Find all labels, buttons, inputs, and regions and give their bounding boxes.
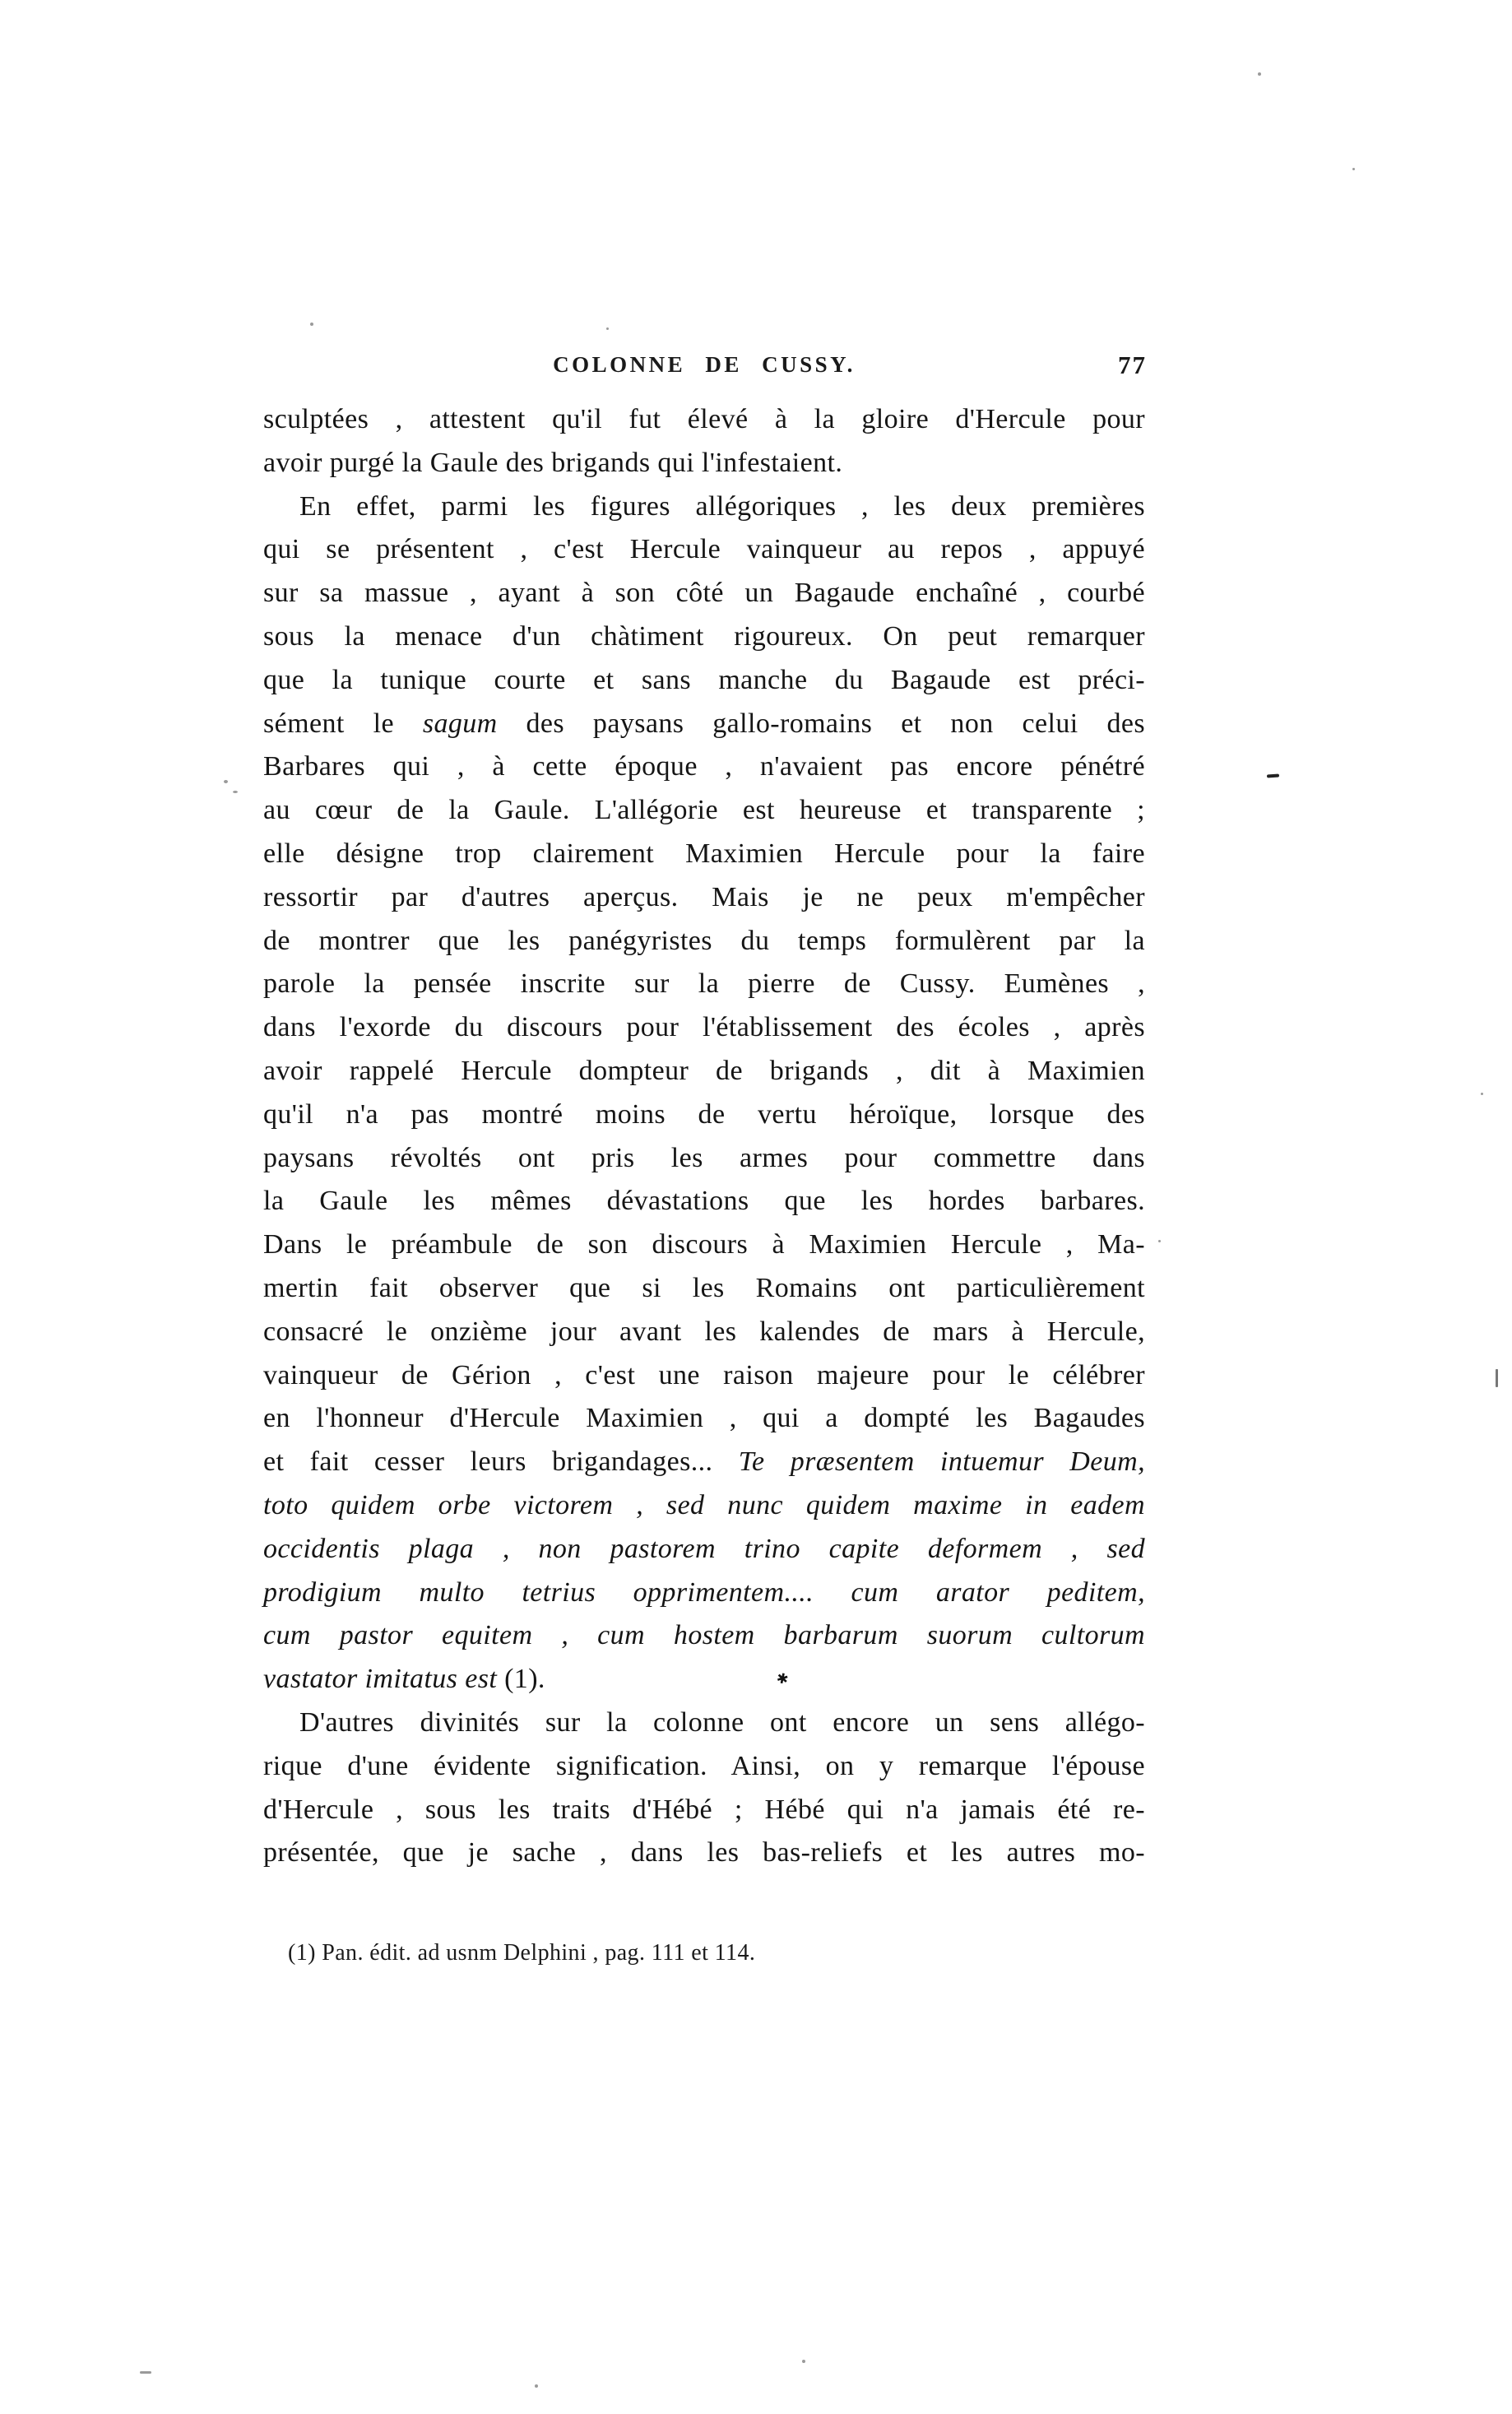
text-segment: et fait cesser leurs brigandages... <box>263 1446 739 1478</box>
italic-text-segment: occidentis plaga , non pastorem trino capite deformem , sed <box>263 1533 1145 1564</box>
body-line <box>263 1093 1145 1137</box>
body-line <box>263 485 1145 529</box>
italic-text-segment: vastator imitatus est <box>263 1664 498 1695</box>
text-segment: qu'il n'a pas montré moins de vertu héroïque, lorsque des <box>263 1098 1145 1130</box>
ink-speck <box>802 2360 805 2363</box>
text-segment: en l'honneur d'Hercule Maximien , qui a dompté les Bagaudes <box>263 1403 1145 1434</box>
body-line <box>263 1137 1145 1181</box>
text-segment: avoir purgé la Gaule des brigands qui l'infestaient. <box>263 447 843 478</box>
body-line <box>263 659 1145 703</box>
ink-speck <box>1258 72 1261 76</box>
body-line <box>263 1484 1145 1528</box>
text-segment: paysans révoltés ont pris les armes pour commettre dans <box>263 1142 1145 1173</box>
body-line <box>263 1528 1145 1571</box>
body-line <box>263 963 1145 1006</box>
text-segment: Barbares qui , à cette époque , n'avaient pas encore pénétré <box>263 751 1145 782</box>
body-line <box>263 876 1145 920</box>
body-text <box>263 398 1145 1875</box>
text-segment: En effet, parmi les figures allégoriques , les deux premières <box>299 490 1145 522</box>
body-line <box>263 1050 1145 1093</box>
footnote: (1) Pan. édit. ad usnm Delphini , pag. 111 et 114. <box>288 1940 756 1966</box>
text-segment: vainqueur de Gérion , c'est une raison majeure pour le célébrer <box>263 1359 1145 1390</box>
running-title: COLONNE DE CUSSY. <box>553 352 856 377</box>
running-header <box>263 352 1145 385</box>
body-line <box>263 1223 1145 1267</box>
text-segment: ressortir par d'autres aperçus. Mais je ne peux m'empêcher <box>263 881 1145 912</box>
body-line <box>263 1789 1145 1832</box>
body-line <box>263 1441 1145 1484</box>
ink-speck <box>233 791 238 793</box>
text-segment: dans l'exorde du discours pour l'établissement des écoles , après <box>263 1012 1145 1043</box>
italic-text-segment: Te præsentem intuemur Deum, <box>738 1446 1145 1478</box>
ink-speck <box>310 323 313 326</box>
body-line <box>263 1831 1145 1875</box>
text-segment: que la tunique courte et sans manche du Bagaude est préci- <box>263 664 1145 695</box>
text-segment: sous la menace d'un chàtiment rigoureux. On peut remarquer <box>263 620 1145 652</box>
text-segment: qui se présentent , c'est Hercule vainqueur au repos , appuyé <box>263 534 1145 565</box>
body-line <box>263 789 1145 833</box>
ink-speck <box>140 2371 151 2374</box>
body-line <box>263 1397 1145 1441</box>
text-segment: la Gaule les mêmes dévastations que les hordes barbares. <box>263 1186 1145 1217</box>
body-line <box>263 1658 1145 1701</box>
text-segment: sur sa massue , ayant à son côté un Bagaude enchaîné , courbé <box>263 578 1145 609</box>
text-segment: consacré le onzième jour avant les kalendes de mars à Hercule, <box>263 1316 1145 1347</box>
ink-speck <box>1481 1093 1483 1095</box>
text-segment: de montrer que les panégyristes du temps formulèrent par la <box>263 925 1145 956</box>
text-segment: D'autres divinités sur la colonne ont encore un sens allégo- <box>299 1706 1145 1738</box>
body-line <box>263 1311 1145 1354</box>
ink-speck <box>1352 168 1355 170</box>
text-segment: rique d'une évidente signification. Ainsi, on y remarque l'épouse <box>263 1750 1145 1781</box>
italic-text-segment: prodigium multo tetrius opprimentem.... cum arator peditem, <box>263 1576 1145 1608</box>
body-line <box>263 1745 1145 1789</box>
text-segment: d'Hercule , sous les traits d'Hébé ; Hébé qui n'a jamais été re- <box>263 1794 1145 1825</box>
ink-speck <box>535 2384 538 2388</box>
body-line <box>263 1701 1145 1745</box>
ink-tick <box>1496 1369 1498 1387</box>
body-line <box>263 1571 1145 1615</box>
text-segment: sculptées , attestent qu'il fut élevé à la gloire d'Hercule pour <box>263 404 1145 434</box>
text-segment: avoir rappelé Hercule dompteur de brigands , dit à Maximien <box>263 1055 1145 1086</box>
text-segment: sément le <box>263 708 423 739</box>
text-segment: (1). <box>497 1664 545 1695</box>
body-line <box>263 833 1145 876</box>
body-line <box>263 703 1145 746</box>
text-segment: mertin fait observer que si les Romains ont particulièrement <box>263 1272 1145 1303</box>
body-line <box>263 528 1145 572</box>
body-line <box>263 615 1145 659</box>
body-line <box>263 1354 1145 1398</box>
ink-dash <box>1267 773 1279 778</box>
ink-speck <box>606 327 609 330</box>
italic-text-segment: toto quidem orbe victorem , sed nunc quidem maxime in eadem <box>263 1489 1145 1520</box>
body-line <box>263 442 1145 485</box>
body-line <box>263 1180 1145 1223</box>
body-line <box>263 1267 1145 1311</box>
text-segment: présentée, que je sache , dans les bas-reliefs et les autres mo- <box>263 1837 1145 1869</box>
body-line <box>263 920 1145 963</box>
body-line <box>263 745 1145 789</box>
italic-text-segment: sagum <box>422 708 498 739</box>
text-segment: des paysans gallo-romains et non celui des <box>497 708 1145 739</box>
ink-speck <box>1158 1240 1161 1242</box>
body-line <box>263 1614 1145 1658</box>
body-line <box>263 1006 1145 1050</box>
body-line <box>263 572 1145 615</box>
ink-speck <box>224 780 228 783</box>
body-line <box>263 398 1145 442</box>
text-segment: elle désigne trop clairement Maximien Hercule pour la faire <box>263 838 1145 869</box>
text-segment: au cœur de la Gaule. L'allégorie est heureuse et transparente ; <box>263 795 1145 826</box>
italic-text-segment: cum pastor equitem , cum hostem barbarum suorum cultorum <box>263 1620 1145 1651</box>
ink-blot: ✱ <box>775 1669 791 1688</box>
text-segment: Dans le préambule de son discours à Maximien Hercule , Ma- <box>263 1229 1145 1260</box>
page-number: 77 <box>1118 350 1147 379</box>
text-segment: parole la pensée inscrite sur la pierre de Cussy. Eumènes , <box>263 968 1145 1000</box>
